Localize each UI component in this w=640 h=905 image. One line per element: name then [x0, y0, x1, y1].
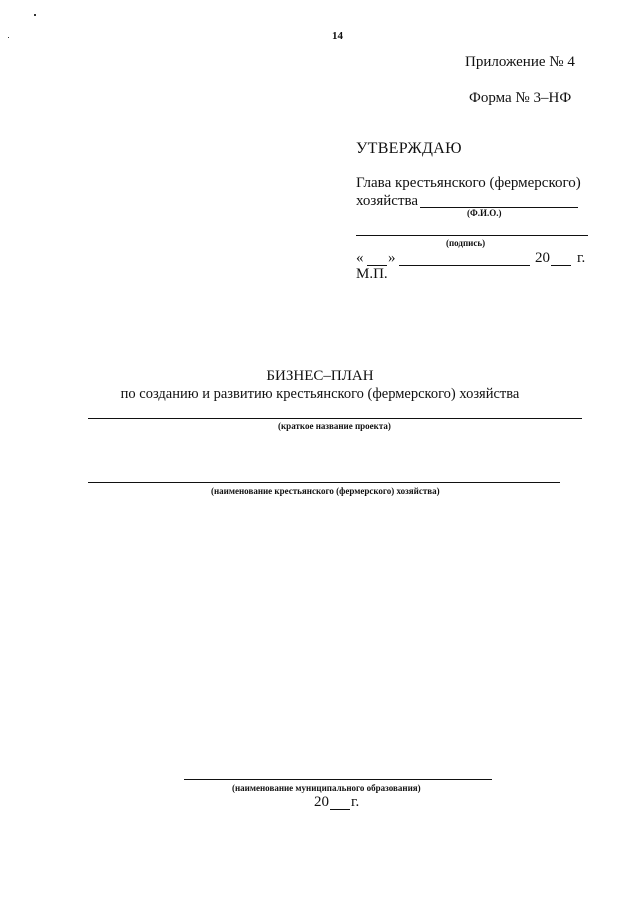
municipality-caption: (наименование муниципального образования)	[232, 783, 421, 793]
year-prefix: 20	[535, 250, 550, 266]
year-blank-line	[551, 265, 571, 266]
project-name-blank-line	[88, 418, 582, 419]
month-blank-line	[399, 265, 530, 266]
page-number: 14	[332, 30, 343, 42]
document-title: БИЗНЕС–ПЛАН	[266, 368, 374, 384]
stamp-place-label: М.П.	[356, 266, 388, 282]
project-name-caption: (краткое название проекта)	[278, 421, 391, 431]
farm-head-label-cont: хозяйства	[356, 193, 419, 209]
scan-speck	[34, 14, 36, 16]
document-subtitle: по созданию и развитию крестьянского (фермерского) хозяйства	[120, 386, 520, 402]
municipality-blank-line	[184, 779, 492, 780]
date-open-quote: «	[356, 250, 364, 266]
scan-speck	[8, 37, 9, 38]
signature-caption: (подпись)	[446, 238, 486, 248]
form-number: Форма № 3–НФ	[469, 90, 572, 106]
farm-head-label: Глава крестьянского (фермерского)	[356, 175, 581, 191]
appendix-label: Приложение № 4	[465, 54, 575, 70]
fio-caption: (Ф.И.О.)	[467, 208, 502, 218]
date-close-quote: »	[388, 250, 396, 266]
year-suffix: г.	[577, 250, 586, 266]
footer-year-prefix: 20	[314, 794, 329, 810]
footer-year-blank-line	[330, 809, 350, 810]
footer-year-suffix: г.	[351, 794, 360, 810]
farm-name-blank-line	[88, 482, 560, 483]
approval-title: УТВЕРЖДАЮ	[356, 140, 462, 157]
farm-name-caption: (наименование крестьянского (фермерского) хозяйства)	[211, 486, 440, 496]
signature-blank-line	[356, 235, 588, 236]
